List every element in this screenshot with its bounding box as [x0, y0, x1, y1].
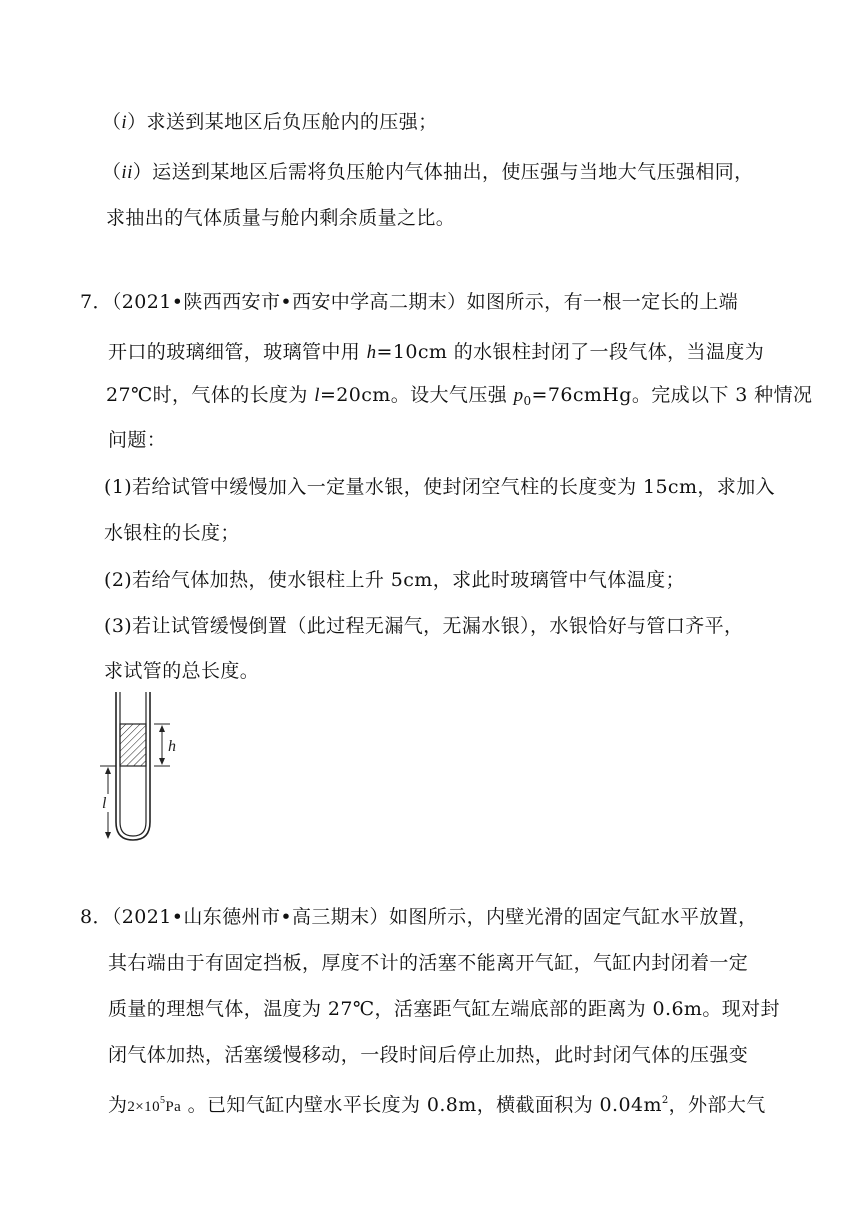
q7-line3-a: 27℃时，气体的长度为 — [106, 384, 315, 406]
q8-source: （2021•山东德州市•高三期末） — [111, 906, 389, 928]
h-arrow-down — [159, 758, 165, 765]
q7-source: （2021•陕西西安市•西安中学高二期末） — [111, 291, 467, 313]
q8-line-5 — [108, 1088, 766, 1120]
part-i-text: 求送到某地区后负压舱内的压强； — [146, 111, 438, 133]
q8-number: 8． — [80, 906, 112, 928]
q8-line4: 闭气体加热，活塞缓慢移动，一段时间后停止加热，此时封闭气体的压强变 — [108, 1044, 749, 1066]
h-arrow-up — [159, 725, 165, 732]
part-ii-label-close: ） — [132, 161, 153, 183]
label-h: h — [168, 738, 176, 755]
q8-line-1 — [80, 904, 758, 930]
q7-line-2 — [108, 339, 764, 366]
glass-tube-figure — [96, 690, 206, 850]
q8-line1-rest: 如图所示，内壁光滑的固定气缸水平放置， — [388, 906, 758, 928]
q8-line5-c: ，外部大气 — [668, 1094, 766, 1116]
q8-line-4 — [108, 1042, 748, 1068]
q8-line5-b: 。已知气缸内壁水平长度为 0.8m，横截面积为 0.04m — [181, 1094, 662, 1116]
q7-sub1-text: (1)若给试管中缓慢加入一定量水银，使封闭空气柱的长度变为 15cm，求加入 — [104, 476, 775, 498]
q8-line5-a: 为 — [108, 1094, 128, 1116]
q7-line-4 — [108, 427, 166, 453]
q8-line-3 — [108, 996, 780, 1022]
q7-var-l: l — [314, 385, 320, 406]
q7-var-p-sub: 0 — [523, 394, 532, 408]
part-ii-label-var: ii — [121, 162, 133, 183]
q7-sub3-text: (3)若让试管缓慢倒置（此过程无漏气，无漏水银），水银恰好与管口齐平， — [104, 615, 744, 637]
q7-line-3 — [106, 382, 812, 414]
part-i-label-close: ） — [127, 111, 147, 133]
q7-line2-a: 开口的玻璃细管，玻璃管中用 — [108, 341, 367, 363]
q7-line1-rest: 如图所示，有一根一定长的上端 — [466, 291, 739, 313]
q7-line-1 — [80, 289, 738, 315]
q7-sub1-line-2 — [104, 520, 240, 546]
pressure-formula-unit: Pa — [165, 1099, 182, 1115]
l-arrow-down — [105, 832, 111, 839]
q8-line2: 其右端由于有固定挡板，厚度不计的活塞不能离开气缸，气缸内封闭着一定 — [108, 952, 749, 974]
pressure-formula-base: 2×10 — [127, 1099, 160, 1115]
q7-sub2-text: (2)若给气体加热，使水银柱上升 5cm，求此时玻璃管中气体温度； — [104, 569, 685, 591]
part-ii-text-line2: 求抽出的气体质量与舱内剩余质量之比。 — [106, 207, 456, 229]
part-ii-label-open: （ — [102, 161, 122, 183]
part-ii-text-line1: 运送到某地区后需将负压舱内气体抽出，使压强与当地大气压强相同， — [152, 161, 754, 183]
q8-line3: 质量的理想气体，温度为 27℃，活塞距气缸左端底部的距离为 0.6m。现对封 — [108, 998, 780, 1020]
part-i-line — [102, 109, 438, 136]
q8-area-unit-exponent: 2 — [661, 1095, 669, 1106]
q7-sub3-line-2 — [104, 658, 259, 684]
q7-number: 7． — [80, 291, 112, 313]
q7-sub1-text-2: 水银柱的长度； — [104, 522, 240, 544]
q7-sub2-line — [104, 567, 685, 593]
q7-sub3-line-1 — [104, 613, 743, 639]
label-l: l — [102, 795, 107, 812]
q7-line3-c: =76cmHg。完成以下 3 种情况 — [531, 384, 813, 406]
q7-line2-b: =10cm 的水银柱封闭了一段气体，当温度为 — [376, 341, 765, 363]
part-ii-line-1 — [102, 159, 754, 186]
mercury-column — [120, 724, 146, 766]
l-arrow-up — [105, 767, 111, 774]
pressure-formula-exponent: 5 — [159, 1095, 166, 1106]
part-ii-line-2 — [106, 205, 455, 231]
part-i-label-open: （ — [102, 111, 122, 133]
q7-sub1-line-1 — [104, 474, 775, 500]
q7-line3-b: =20cm。设大气压强 — [319, 384, 514, 406]
q7-sub3-text-2: 求试管的总长度。 — [104, 660, 260, 682]
q7-var-h: h — [366, 342, 377, 363]
q7-var-p: p — [513, 385, 524, 406]
q7-line4: 问题： — [108, 429, 167, 451]
pressure-formula — [127, 1095, 182, 1115]
part-i-label-var: i — [121, 112, 128, 133]
q8-line-2 — [108, 950, 748, 976]
